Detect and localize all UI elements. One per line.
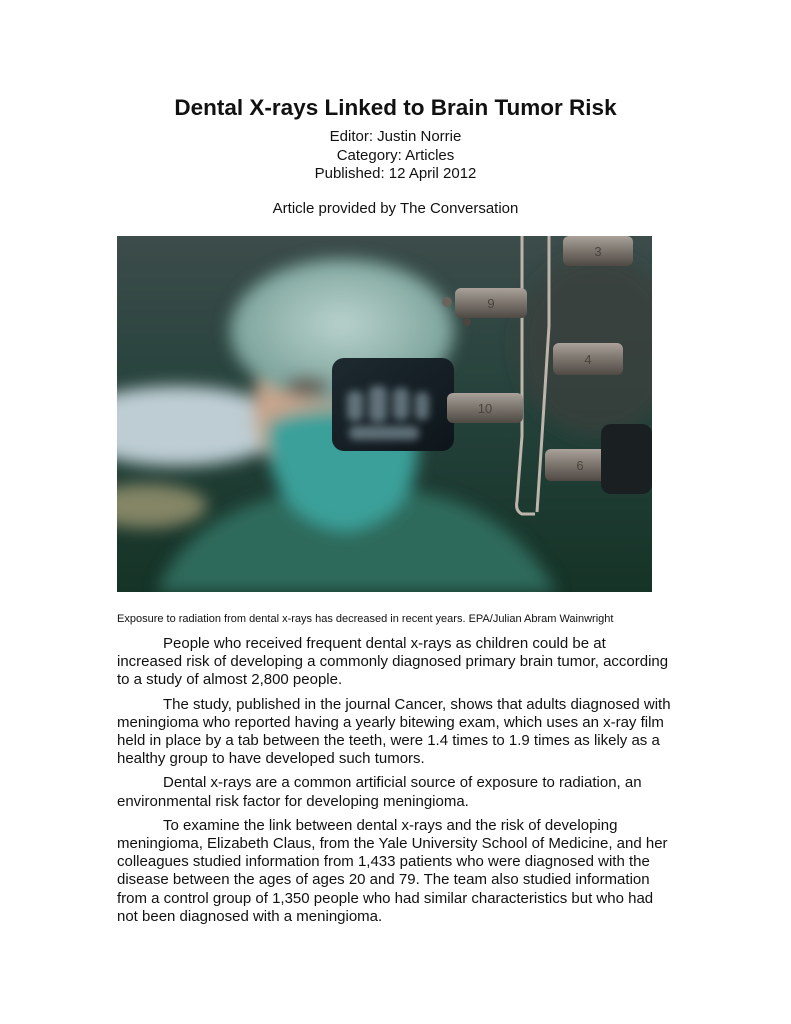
tab-number: 3 — [594, 244, 602, 259]
photo-caption: Exposure to radiation from dental x-rays has decreased in recent years. EPA/Julian Abram Wainwright — [117, 613, 614, 625]
article-body — [117, 635, 673, 932]
xray-film — [332, 358, 454, 451]
body-paragraph: Dental x-rays are a common artificial source of exposure to radiation, an environmental risk factor for developing meningioma. — [117, 774, 642, 810]
dentist-xray-illustration — [117, 236, 652, 592]
article-editor: Editor: Justin Norrie — [329, 128, 462, 145]
tab-number: 4 — [584, 352, 592, 367]
article-source-credit: Article provided by The Conversation — [272, 200, 519, 217]
body-paragraph: People who received frequent dental x-rays as children could be at increased risk of developing a commonly diagnosed primary brain tumor, according to a study of almost 2,800 people. — [117, 635, 669, 689]
article-published-date: Published: 12 April 2012 — [314, 165, 477, 182]
tab-number: 6 — [576, 458, 584, 473]
tab-number: 9 — [487, 296, 495, 311]
body-paragraph: The study, published in the journal Cancer, shows that adults diagnosed with meningioma who reported having a yearly bitewing exam, which uses an x-ray film held in place by a tab between the teeth, were 1.4 times to 1.9 times as likely as a healthy group to have developed such tumors. — [117, 695, 671, 768]
body-paragraph: To examine the link between dental x-rays and the risk of developing meningioma, Elizabeth Claus, from the Yale University School of Medicine, and her colleagues studied information from 1,433 patients who were diagnosed with the disease between the ages of ages 20 and 79. The team also studied information from a control group of 1,350 people who had similar characteristics but who had not been diagnosed with a meningioma. — [117, 816, 668, 925]
tab-number: 10 — [477, 401, 493, 416]
article-meta — [0, 128, 791, 184]
article-photo — [117, 236, 652, 592]
article-category: Category: Articles — [336, 146, 455, 164]
article-title: Dental X-rays Linked to Brain Tumor Risk — [174, 95, 617, 120]
